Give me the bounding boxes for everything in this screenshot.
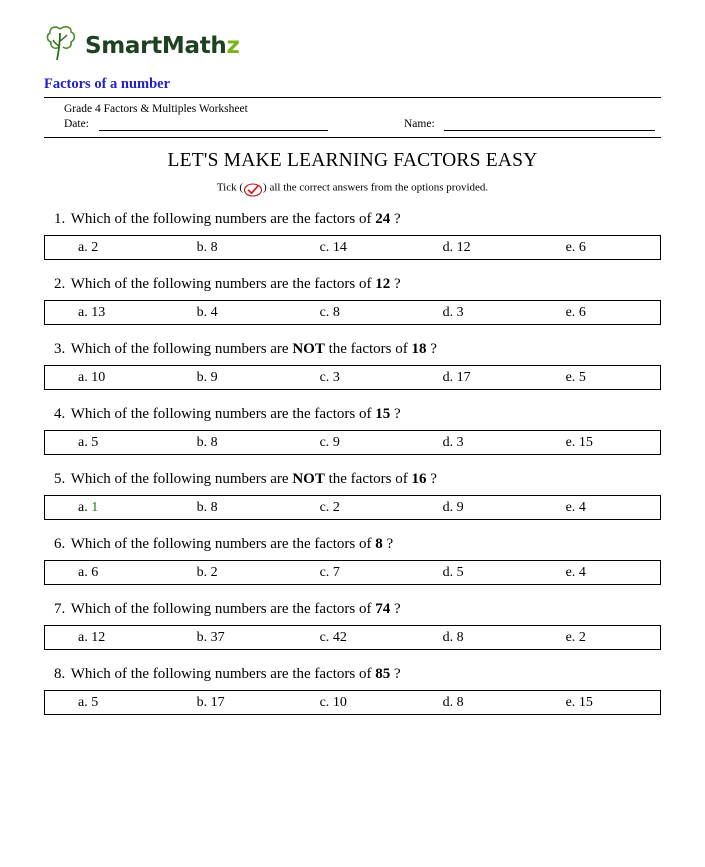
option-choice[interactable] <box>193 305 316 321</box>
option-row <box>44 235 661 260</box>
option-choice[interactable] <box>193 500 316 516</box>
option-letter: a. <box>78 499 88 515</box>
question-target-number: 12 <box>375 276 391 292</box>
option-row <box>44 365 661 390</box>
brand-z: z <box>226 33 240 59</box>
question-text <box>54 601 661 618</box>
option-letter: e. <box>565 369 576 385</box>
question-suffix: ? <box>393 211 401 227</box>
option-value: 8 <box>210 434 218 450</box>
question-prefix: Which of the following numbers are the factors of <box>70 406 372 422</box>
question-suffix: ? <box>430 471 437 487</box>
option-row <box>44 430 661 455</box>
option-letter: c. <box>319 239 330 255</box>
option-choice[interactable] <box>193 370 316 386</box>
date-input-line[interactable] <box>99 130 328 131</box>
option-value: 3 <box>456 304 464 320</box>
option-choice[interactable] <box>439 500 562 516</box>
option-letter: a. <box>78 369 88 385</box>
option-value: 4 <box>578 499 586 515</box>
question-suffix: ? <box>393 601 401 617</box>
option-value: 2 <box>578 629 586 645</box>
brand-math: Math <box>161 33 227 59</box>
option-choice[interactable] <box>316 500 439 516</box>
option-value: 9 <box>332 434 340 450</box>
question-suffix: ? <box>386 536 394 552</box>
question-text <box>54 406 661 423</box>
grade-line: Grade 4 Factors & Multiples Worksheet <box>64 103 248 115</box>
instruction-line <box>32 181 673 195</box>
question-prefix: Which of the following numbers are the factors of <box>70 666 372 682</box>
option-choice[interactable] <box>193 435 316 451</box>
question-midtext: the factors of <box>328 471 408 487</box>
brand-smart: Smart <box>85 33 162 59</box>
option-value: 17 <box>456 369 471 385</box>
option-letter: b. <box>196 239 208 255</box>
question-negation: NOT <box>292 341 325 357</box>
headline: LET'S MAKE LEARNING FACTORS EASY <box>167 150 538 171</box>
question-target-number: 8 <box>375 536 383 552</box>
option-letter: d. <box>442 564 454 580</box>
option-choice[interactable] <box>316 630 439 646</box>
option-choice[interactable] <box>193 240 316 256</box>
option-value: 2 <box>210 564 218 580</box>
option-value: 37 <box>210 629 225 645</box>
name-input-line[interactable] <box>444 130 655 131</box>
option-value: 10 <box>332 694 347 710</box>
question-number: 1. <box>54 211 66 227</box>
divider-meta <box>44 137 661 138</box>
option-choice[interactable] <box>562 370 660 386</box>
question-target-number: 85 <box>375 666 391 682</box>
option-value: 15 <box>578 434 593 450</box>
option-value: 8 <box>210 239 218 255</box>
option-value: 12 <box>91 629 106 645</box>
option-value: 17 <box>210 694 225 710</box>
option-value: 14 <box>332 239 347 255</box>
question-target-number: 24 <box>375 211 391 227</box>
option-letter: b. <box>196 564 208 580</box>
question-prefix: Which of the following numbers are the factors of <box>70 211 372 227</box>
option-choice[interactable] <box>316 435 439 451</box>
option-value: 5 <box>456 564 464 580</box>
option-letter: a. <box>78 304 88 320</box>
question-text <box>54 471 661 488</box>
option-choice[interactable] <box>45 435 193 451</box>
option-choice[interactable] <box>439 695 562 711</box>
date-label: Date: <box>64 118 89 130</box>
option-choice[interactable] <box>316 565 439 581</box>
question-number: 6. <box>54 536 66 552</box>
question-item <box>44 666 661 715</box>
question-item <box>44 601 661 650</box>
option-row <box>44 690 661 715</box>
option-letter: c. <box>319 564 330 580</box>
option-value: 4 <box>210 304 218 320</box>
option-letter: a. <box>78 564 88 580</box>
option-letter: c. <box>319 369 330 385</box>
option-value: 10 <box>91 369 106 385</box>
option-letter: e. <box>565 304 576 320</box>
brand-logo <box>32 0 673 62</box>
option-letter: d. <box>442 694 454 710</box>
option-value: 5 <box>578 369 586 385</box>
option-choice[interactable] <box>562 565 660 581</box>
option-choice[interactable] <box>193 565 316 581</box>
option-value: 2 <box>332 499 340 515</box>
question-text <box>54 666 661 683</box>
option-choice[interactable] <box>439 240 562 256</box>
worksheet-meta <box>44 103 661 137</box>
option-choice[interactable] <box>439 435 562 451</box>
option-letter: c. <box>319 434 330 450</box>
instruction-after: ) all the correct answers from the options provided. <box>263 181 489 194</box>
question-text <box>54 211 661 228</box>
option-choice[interactable] <box>562 695 660 711</box>
option-letter: d. <box>442 629 454 645</box>
question-prefix: Which of the following numbers are the factors of <box>70 536 372 552</box>
option-value: 8 <box>210 499 218 515</box>
question-number: 2. <box>54 276 66 292</box>
option-letter: d. <box>442 434 454 450</box>
option-letter: a. <box>78 629 88 645</box>
option-choice[interactable] <box>439 305 562 321</box>
option-letter: e. <box>565 629 576 645</box>
option-value: 6 <box>578 304 586 320</box>
question-item <box>44 406 661 455</box>
name-label: Name: <box>404 118 435 130</box>
option-choice[interactable] <box>45 240 193 256</box>
option-letter: b. <box>196 499 208 515</box>
option-value: 8 <box>332 304 340 320</box>
option-choice[interactable] <box>45 565 193 581</box>
option-letter: d. <box>442 304 454 320</box>
option-value: 15 <box>578 694 593 710</box>
option-value: 13 <box>91 304 106 320</box>
option-value: 8 <box>456 629 464 645</box>
option-choice[interactable] <box>45 305 193 321</box>
question-number: 3. <box>54 341 66 357</box>
question-prefix: Which of the following numbers are the factors of <box>70 276 372 292</box>
option-value: 5 <box>91 434 99 450</box>
option-choice[interactable] <box>562 500 660 516</box>
option-choice[interactable] <box>45 695 193 711</box>
option-row <box>44 495 661 520</box>
option-letter: b. <box>196 694 208 710</box>
option-row <box>44 560 661 585</box>
question-target-number: 18 <box>411 341 427 357</box>
option-letter: e. <box>565 694 576 710</box>
option-value: 2 <box>91 239 99 255</box>
option-letter: d. <box>442 369 454 385</box>
option-choice[interactable] <box>562 305 660 321</box>
option-choice[interactable] <box>316 695 439 711</box>
option-choice[interactable] <box>316 240 439 256</box>
option-value: 3 <box>332 369 340 385</box>
option-letter: a. <box>78 694 88 710</box>
option-letter: a. <box>78 239 88 255</box>
option-letter: b. <box>196 369 208 385</box>
question-prefix: Which of the following numbers are <box>70 471 289 487</box>
option-letter: c. <box>319 499 330 515</box>
option-choice[interactable] <box>562 630 660 646</box>
question-text <box>54 536 661 553</box>
question-list <box>44 211 661 715</box>
option-choice[interactable] <box>45 370 193 386</box>
option-value: 8 <box>456 694 464 710</box>
question-number: 5. <box>54 471 66 487</box>
question-target-number: 16 <box>411 471 427 487</box>
option-choice[interactable] <box>562 240 660 256</box>
question-suffix: ? <box>393 406 401 422</box>
option-value: 12 <box>456 239 471 255</box>
question-negation: NOT <box>292 471 325 487</box>
tree-icon <box>46 22 82 62</box>
option-choice[interactable] <box>45 630 193 646</box>
option-choice[interactable] <box>439 630 562 646</box>
divider-top <box>44 97 661 98</box>
option-letter: b. <box>196 629 208 645</box>
page-title: Factors of a number <box>44 76 171 92</box>
option-letter: d. <box>442 499 454 515</box>
option-letter: b. <box>196 434 208 450</box>
option-choice[interactable] <box>439 565 562 581</box>
option-value: 1 <box>91 499 99 515</box>
question-item <box>44 536 661 585</box>
option-choice[interactable] <box>316 305 439 321</box>
option-letter: e. <box>565 434 576 450</box>
option-letter: e. <box>565 499 576 515</box>
question-item <box>44 276 661 325</box>
question-number: 4. <box>54 406 66 422</box>
option-letter: a. <box>78 434 88 450</box>
option-value: 3 <box>456 434 464 450</box>
option-choice[interactable] <box>562 435 660 451</box>
question-item <box>44 471 661 520</box>
option-value: 9 <box>210 369 218 385</box>
question-prefix: Which of the following numbers are <box>70 341 289 357</box>
option-value: 42 <box>332 629 347 645</box>
question-item <box>44 341 661 390</box>
option-letter: c. <box>319 694 330 710</box>
question-target-number: 15 <box>375 406 391 422</box>
option-value: 4 <box>578 564 586 580</box>
option-value: 6 <box>91 564 99 580</box>
instruction-before: Tick ( <box>216 181 244 194</box>
check-mark-icon <box>243 183 263 197</box>
option-choice[interactable] <box>439 370 562 386</box>
option-choice[interactable] <box>45 500 193 516</box>
question-number: 7. <box>54 601 66 617</box>
option-letter: c. <box>319 304 330 320</box>
option-letter: e. <box>565 239 576 255</box>
option-row <box>44 300 661 325</box>
question-text <box>54 341 661 358</box>
option-letter: d. <box>442 239 454 255</box>
option-letter: e. <box>565 564 576 580</box>
option-choice[interactable] <box>316 370 439 386</box>
question-target-number: 74 <box>375 601 391 617</box>
question-suffix: ? <box>393 276 401 292</box>
brand-wordmark <box>85 35 240 58</box>
option-value: 5 <box>91 694 99 710</box>
question-number: 8. <box>54 666 66 682</box>
question-midtext: the factors of <box>328 341 408 357</box>
question-text <box>54 276 661 293</box>
question-suffix: ? <box>393 666 401 682</box>
option-value: 7 <box>332 564 340 580</box>
question-suffix: ? <box>430 341 437 357</box>
option-row <box>44 625 661 650</box>
question-prefix: Which of the following numbers are the factors of <box>70 601 372 617</box>
option-choice[interactable] <box>193 630 316 646</box>
option-letter: b. <box>196 304 208 320</box>
option-letter: c. <box>319 629 330 645</box>
option-value: 9 <box>456 499 464 515</box>
option-value: 6 <box>578 239 586 255</box>
question-item <box>44 211 661 260</box>
option-choice[interactable] <box>193 695 316 711</box>
